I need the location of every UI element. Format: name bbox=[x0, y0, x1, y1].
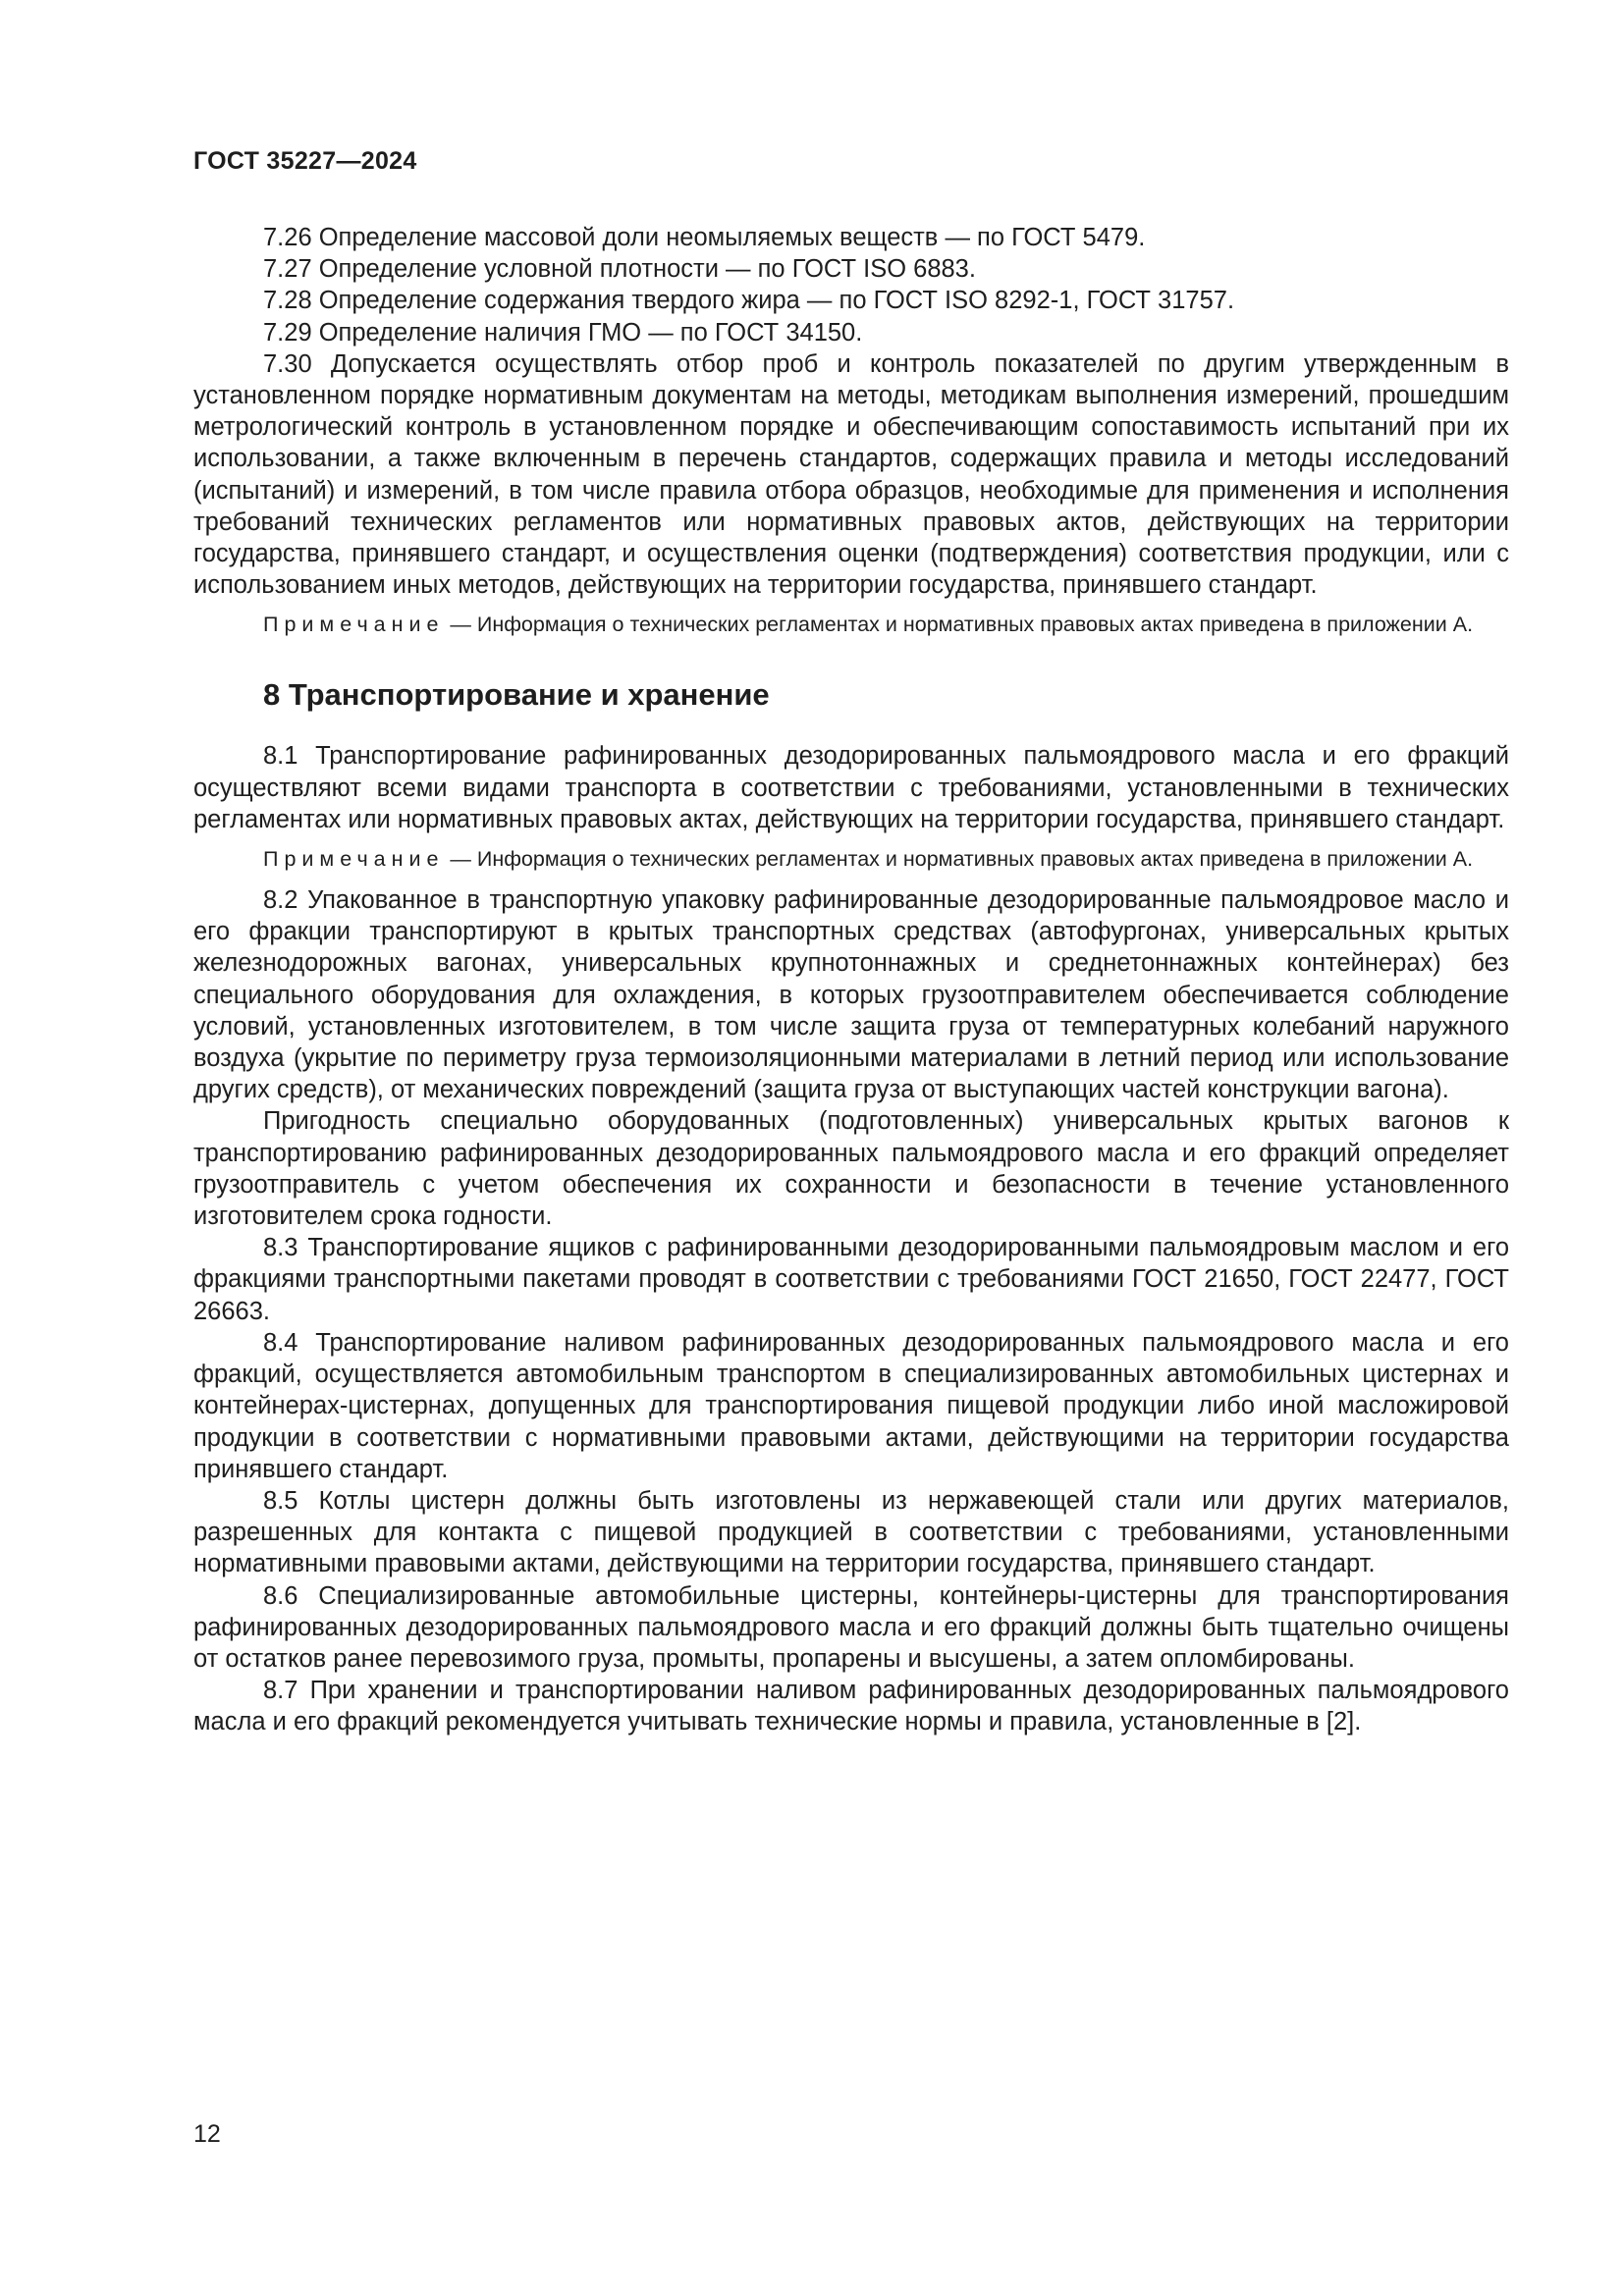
document-header: ГОСТ 35227—2024 bbox=[193, 147, 417, 175]
paragraph-8-3: 8.3 Транспортирование ящиков с рафинированными дезодорированными пальмоядровым маслом и его фракциями транспортными пакетами проводят в соответствии с требованиями ГОСТ 21650, ГОСТ 22477, ГОСТ 26663. bbox=[193, 1234, 1509, 1325]
paragraph-8-4: 8.4 Транспортирование наливом рафинированных дезодорированных пальмоядрового масла и его фракций, осуществляется автомобильным транспортом в специализированных автомобильных цистернах и контейнерах-цистернах, допущенных для транспортирования пищевой продукции либо иной масложировой продукции в соответствии с нормативными правовыми актами, действующими на территории государства принявшего стандарт. bbox=[193, 1328, 1509, 1483]
page-number: 12 bbox=[193, 2120, 221, 2148]
paragraph-8-6: 8.6 Специализированные автомобильные цистерны, контейнеры-цистерны для транспортирования рафинированных дезодорированных пальмоядрового масла и его фракций должны быть тщательно очищены от остатков ранее перевозимого груза, промыты, пропарены и высушены, а затем опломбированы. bbox=[193, 1581, 1509, 1673]
paragraph-8-1: 8.1 Транспортирование рафинированных дезодорированных пальмоядрового масла и его фракций осуществляют всеми видами транспорта в соответствии с требованиями, установленными в технических регламентах или нормативных правовых актах, действующих на территории государства, принявшего стандарт. bbox=[193, 742, 1509, 833]
paragraph-7-28: 7.28 Определение содержания твердого жира — по ГОСТ ISO 8292-1, ГОСТ 31757. bbox=[263, 287, 1235, 315]
section-8-heading: 8 Транспортирование и хранение bbox=[263, 677, 770, 713]
document-body bbox=[193, 222, 1509, 1738]
note-section-7 bbox=[193, 609, 1509, 640]
paragraph-8-5: 8.5 Котлы цистерн должны быть изготовлены из нержавеющей стали или других материалов, разрешенных для контакта с пищевой продукцией в соответствии с требованиями, установленными нормативными правовыми актами, действующими на территории государства, принявшего стандарт. bbox=[193, 1486, 1509, 1578]
paragraph-7-26: 7.26 Определение массовой доли неомыляемых веществ — по ГОСТ 5479. bbox=[263, 224, 1146, 251]
note-label: Примечание bbox=[263, 847, 445, 872]
note-label: Примечание bbox=[263, 613, 445, 637]
paragraph-8-2-suitability: Пригодность специально оборудованных (подготовленных) универсальных крытых вагонов к транспортированию рафинированных дезодорированных пальмоядрового масла и его фракций определяет грузоотправитель с учетом обеспечения их сохранности и безопасности в течение установленного изготовителем срока годности. bbox=[193, 1107, 1509, 1231]
paragraph-7-27: 7.27 Определение условной плотности — по ГОСТ ISO 6883. bbox=[263, 255, 976, 284]
paragraph-7-30: 7.30 Допускается осуществлять отбор проб и контроль показателей по другим утвержденным в установленном порядке нормативным документам на методы, методикам выполнения измерений, прошедшим метрологический контроль в установленном порядке и обеспечивающим сопоставимость испытаний при их использовании, а также включенным в перечень стандартов, содержащих правила и методы исследований (испытаний) и измерений, в том числе правила отбора образцов, необходимые для применения и исполнения требований технических регламентов или нормативных правовых актов, действующих на территории государства, принявшего стандарт, и осуществления оценки (подтверждения) соответствия продукции, или с использованием иных методов, действующих на территории государства, принявшего стандарт. bbox=[193, 349, 1509, 600]
paragraph-7-29: 7.29 Определение наличия ГМО — по ГОСТ 34150. bbox=[263, 318, 863, 347]
note-text: — Информация о технических регламентах и нормативных правовых актах приведена в приложении А. bbox=[444, 613, 1474, 637]
note-section-8 bbox=[193, 843, 1509, 875]
paragraph-8-2: 8.2 Упакованное в транспортную упаковку рафинированные дезодорированные пальмоядровое масло и его фракции транспортируют в крытых транспортных средствах (автофургонах, универсальных крытых железнодорожных вагонах, универсальных крупнотоннажных и среднетоннажных контейнерах) без специального оборудования для охлаждения, в которых грузоотправителем обеспечивается соблюдение условий, установленных изготовителем, в том числе защита груза от температурных колебаний наружного воздуха (укрытие по периметру груза термоизоляционными материалами в летний период или использование других средств), от механических повреждений (защита груза от выступающих частей конструкции вагона). bbox=[193, 886, 1509, 1104]
note-text: — Информация о технических регламентах и нормативных правовых актах приведена в приложении А. bbox=[444, 847, 1474, 872]
paragraph-8-7: 8.7 При хранении и транспортировании наливом рафинированных дезодорированных пальмоядрового масла и его фракций рекомендуется учитывать технические нормы и правила, установленные в [2]. bbox=[193, 1677, 1509, 1736]
